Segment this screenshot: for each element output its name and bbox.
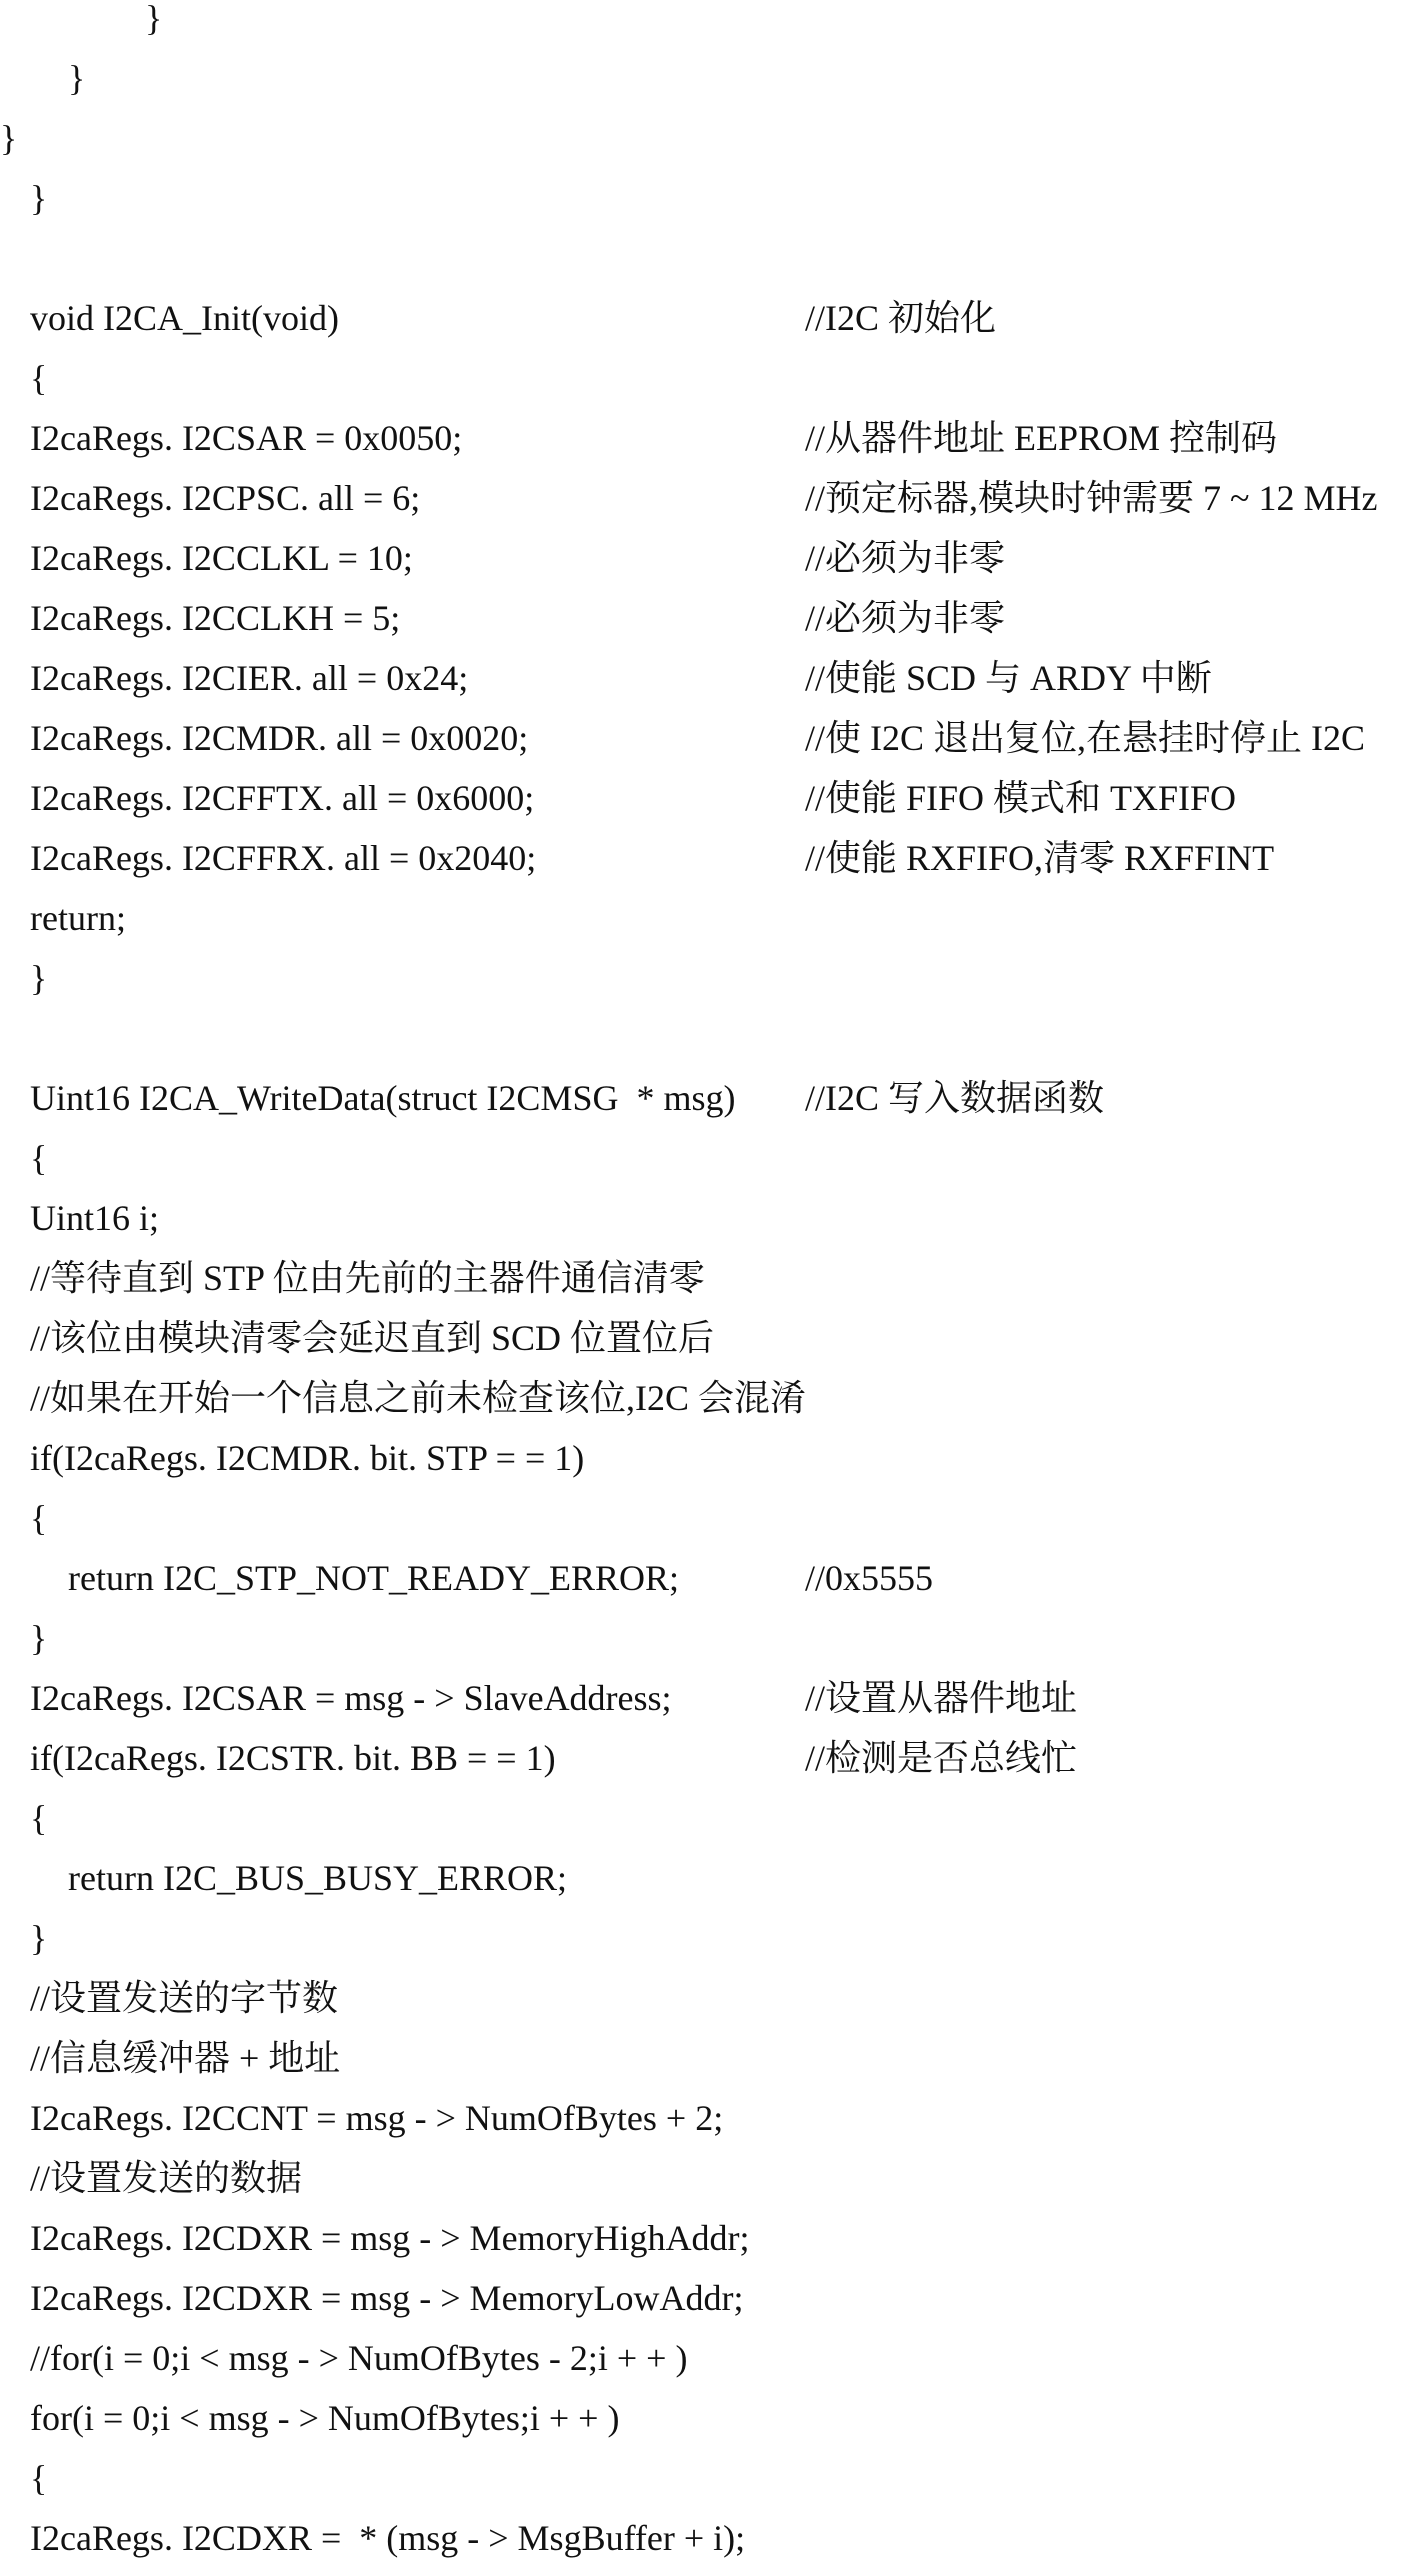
code-text: //等待直到 STP 位由先前的主器件通信清零 bbox=[30, 1258, 705, 1298]
code-line bbox=[0, 168, 1417, 228]
code-line bbox=[0, 1548, 1417, 1608]
code-text: I2caRegs. I2CSAR = msg - > SlaveAddress; bbox=[30, 1678, 672, 1718]
code-line bbox=[0, 2508, 1417, 2568]
code-text: Uint16 i; bbox=[30, 1198, 160, 1238]
code-text: //设置发送的数据 bbox=[30, 2158, 303, 2198]
code-line bbox=[0, 408, 1417, 468]
code-text: I2caRegs. I2CCLKH = 5; bbox=[30, 598, 401, 638]
code-line bbox=[0, 2208, 1417, 2268]
code-text: return I2C_BUS_BUSY_ERROR; bbox=[68, 1858, 568, 1898]
code-text: //信息缓冲器 + 地址 bbox=[30, 2038, 341, 2078]
code-line bbox=[0, 1908, 1417, 1968]
code-text: void I2CA_Init(void) bbox=[30, 298, 339, 338]
code-comment: //设置从器件地址 bbox=[805, 1678, 1078, 1718]
code-line bbox=[0, 2448, 1417, 2508]
code-text: I2caRegs. I2CFFTX. all = 0x6000; bbox=[30, 778, 535, 818]
code-comment: //I2C 写入数据函数 bbox=[805, 1078, 1105, 1118]
code-line bbox=[0, 1848, 1417, 1908]
code-line bbox=[0, 828, 1417, 888]
code-text: } bbox=[0, 118, 18, 158]
code-text: //for(i = 0;i < msg - > NumOfBytes - 2;i + + ) bbox=[30, 2338, 688, 2378]
code-text: I2caRegs. I2CDXR = msg - > MemoryLowAddr; bbox=[30, 2278, 744, 2318]
code-text: Uint16 I2CA_WriteData(struct I2CMSG * msg) bbox=[30, 1078, 736, 1118]
code-comment: //0x5555 bbox=[805, 1558, 934, 1598]
code-line bbox=[0, 2088, 1417, 2148]
code-line bbox=[0, 1008, 1417, 1068]
code-text: I2caRegs. I2CDXR = * (msg - > MsgBuffer + i); bbox=[30, 2518, 746, 2558]
code-text: I2caRegs. I2CFFRX. all = 0x2040; bbox=[30, 838, 537, 878]
code-text: //如果在开始一个信息之前未检查该位,I2C 会混淆 bbox=[30, 1378, 807, 1418]
code-line bbox=[0, 588, 1417, 648]
code-line bbox=[0, 1488, 1417, 1548]
code-text: for(i = 0;i < msg - > NumOfBytes;i + + ) bbox=[30, 2398, 620, 2438]
code-line bbox=[0, 228, 1417, 288]
code-comment: //使 I2C 退出复位,在悬挂时停止 I2C bbox=[805, 718, 1366, 758]
code-comment: //必须为非零 bbox=[805, 598, 1006, 638]
code-comment: //使能 FIFO 模式和 TXFIFO bbox=[805, 778, 1237, 818]
code-line bbox=[0, 1248, 1417, 1308]
code-line bbox=[0, 768, 1417, 828]
code-text: I2caRegs. I2CSAR = 0x0050; bbox=[30, 418, 463, 458]
code-line bbox=[0, 948, 1417, 1008]
code-line bbox=[0, 348, 1417, 408]
code-line bbox=[0, 648, 1417, 708]
code-text: } bbox=[145, 0, 163, 38]
code-text: I2caRegs. I2CCLKL = 10; bbox=[30, 538, 413, 578]
code-line bbox=[0, 108, 1417, 168]
code-line bbox=[0, 1788, 1417, 1848]
code-comment: //检测是否总线忙 bbox=[805, 1738, 1078, 1778]
code-line bbox=[0, 1668, 1417, 1728]
code-line bbox=[0, 708, 1417, 768]
code-text: I2caRegs. I2CDXR = msg - > MemoryHighAddr; bbox=[30, 2218, 750, 2258]
code-text: } bbox=[30, 958, 48, 998]
code-text: { bbox=[30, 1498, 48, 1538]
code-text: { bbox=[30, 358, 48, 398]
code-line bbox=[0, 2388, 1417, 2448]
code-comment: //I2C 初始化 bbox=[805, 298, 997, 338]
code-line bbox=[0, 888, 1417, 948]
code-text: return I2C_STP_NOT_READY_ERROR; bbox=[68, 1558, 679, 1598]
code-line bbox=[0, 1308, 1417, 1368]
code-text: } bbox=[30, 1618, 48, 1658]
code-text: //该位由模块清零会延迟直到 SCD 位置位后 bbox=[30, 1318, 715, 1358]
code-text: { bbox=[30, 2458, 48, 2498]
code-line bbox=[0, 528, 1417, 588]
code-comment: //使能 SCD 与 ARDY 中断 bbox=[805, 658, 1212, 698]
code-text: } bbox=[68, 58, 86, 98]
code-comment: //预定标器,模块时钟需要 7 ~ 12 MHz bbox=[805, 478, 1378, 518]
code-text: I2caRegs. I2CPSC. all = 6; bbox=[30, 478, 421, 518]
code-line bbox=[0, 1428, 1417, 1488]
code-line bbox=[0, 1128, 1417, 1188]
code-line bbox=[0, 288, 1417, 348]
code-text: I2caRegs. I2CCNT = msg - > NumOfBytes + 2; bbox=[30, 2098, 724, 2138]
code-text: //设置发送的字节数 bbox=[30, 1978, 339, 2018]
code-line bbox=[0, 1968, 1417, 2028]
code-line bbox=[0, 0, 1417, 48]
code-text: { bbox=[30, 1798, 48, 1838]
code-line bbox=[0, 468, 1417, 528]
code-comment: //必须为非零 bbox=[805, 538, 1006, 578]
code-line bbox=[0, 2328, 1417, 2388]
code-text: if(I2caRegs. I2CMDR. bit. STP = = 1) bbox=[30, 1438, 585, 1478]
code-line bbox=[0, 1608, 1417, 1668]
code-line bbox=[0, 1728, 1417, 1788]
code-line bbox=[0, 48, 1417, 108]
code-text: I2caRegs. I2CMDR. all = 0x0020; bbox=[30, 718, 529, 758]
code-line bbox=[0, 1368, 1417, 1428]
code-text: { bbox=[30, 1138, 48, 1178]
code-text: } bbox=[30, 1918, 48, 1958]
code-text: } bbox=[30, 178, 48, 218]
code-line bbox=[0, 1068, 1417, 1128]
code-text: return; bbox=[30, 898, 126, 938]
code-line bbox=[0, 2268, 1417, 2328]
code-text: if(I2caRegs. I2CSTR. bit. BB = = 1) bbox=[30, 1738, 556, 1778]
code-comment: //从器件地址 EEPROM 控制码 bbox=[805, 418, 1278, 458]
code-line bbox=[0, 1188, 1417, 1248]
code-line bbox=[0, 2028, 1417, 2088]
code-text: I2caRegs. I2CIER. all = 0x24; bbox=[30, 658, 469, 698]
code-comment: //使能 RXFIFO,清零 RXFFINT bbox=[805, 838, 1275, 878]
code-line bbox=[0, 2148, 1417, 2208]
